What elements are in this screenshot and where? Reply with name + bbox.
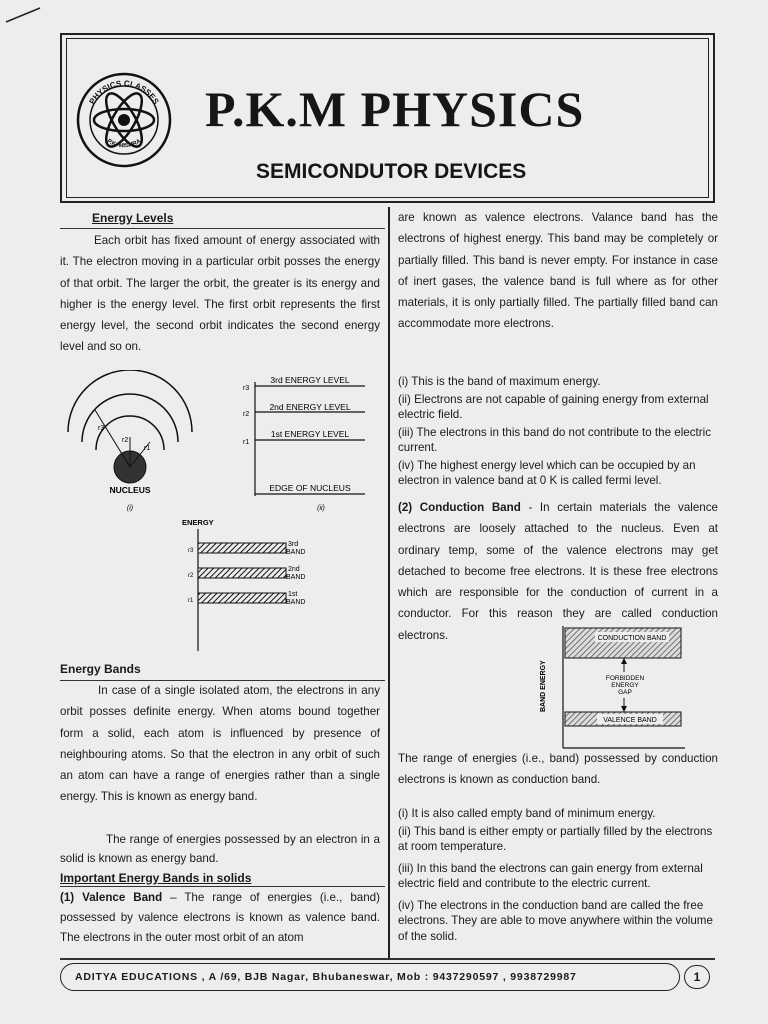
svg-text:r2: r2	[243, 411, 250, 418]
r2-label: r2	[122, 437, 129, 444]
level1-label: 1st ENERGY LEVEL	[270, 429, 350, 439]
level2-label: 2nd ENERGY LEVEL	[269, 402, 351, 412]
valence-points-list	[398, 374, 718, 491]
conduction-band-label: (2) Conduction Band	[398, 501, 521, 514]
list-item: (iii) In this band the electrons can gain energy from external electric field and contribute to the electric current.	[398, 861, 703, 890]
band2-line1: 2nd	[288, 566, 300, 573]
svg-text:r1: r1	[243, 439, 250, 446]
r1-label: r1	[144, 445, 151, 452]
footer-address: ADITYA EDUCATIONS , A /69, BJB Nagar, Bhubaneswar, Mob : 9437290597 , 9938729987	[60, 963, 680, 991]
list-item: (iv) The electrons in the conduction band are called the free electrons. They are able to move anywhere within the volume of the solid.	[398, 898, 713, 943]
gap-line1: FORBIDDEN	[605, 675, 645, 682]
gap-line3: GAP	[618, 689, 632, 696]
list-item: (i) This is the band of maximum energy.	[398, 375, 601, 388]
page-subtitle: SEMICONDUTOR DEVICES	[256, 160, 527, 183]
caption-ii: (ii)	[317, 505, 325, 512]
caption-i: (i)	[126, 505, 134, 512]
gap-line2: ENERGY	[611, 682, 639, 689]
heading-rule	[60, 886, 385, 887]
valence-band-label: (1) Valence Band	[60, 891, 163, 904]
valence-band-paragraph	[60, 888, 380, 948]
svg-text:r3: r3	[188, 548, 194, 554]
energy-bands-figure	[170, 515, 330, 655]
energy-axis-label: ENERGY	[182, 518, 214, 527]
conduction-band-text: - In certain materials the valence electrons are loosely attached to the nucleus. Even at ordinary temp, some of the valence electrons may get detached to become free electrons. It is these free electrons which are responsible for the conduction of current in a conductor. For this reason they are called conduction electrons.	[398, 501, 719, 642]
corner-mark	[0, 0, 50, 30]
list-item: (iii) The electrons in this band do not contribute to the electric current.	[398, 425, 711, 454]
brand-title: P.K.M PHYSICS	[205, 81, 585, 137]
conduction-points-list	[398, 806, 718, 946]
band2-line2: BAND	[286, 574, 306, 581]
band-energy-axis: BAND ENERGY	[540, 660, 547, 712]
svg-text:P.K. MISHRA: P.K. MISHRA	[105, 138, 143, 150]
page-number: 1	[684, 965, 710, 989]
energy-bands-paragraph: In case of a single isolated atom, the electrons in any orbit posses definite energy. When atoms bound together form a solid, each atom is influenced by presence of neighbouring atoms. So that the electron in any orbit of such an atom can have a range of energies rather than a single energy. This is known as energy band.	[60, 684, 380, 804]
heading-rule	[60, 228, 385, 229]
list-item: (i) It is also called empty band of minimum energy.	[398, 807, 656, 820]
conduction-band-box-label: CONDUCTION BAND	[597, 635, 667, 642]
energy-bands-heading: Energy Bands	[60, 662, 141, 676]
svg-text:r1: r1	[188, 598, 194, 604]
svg-text:PHYSICS CLASSES: PHYSICS CLASSES	[87, 78, 161, 106]
footer-rule	[60, 958, 715, 960]
energy-levels-heading: Energy Levels	[92, 211, 174, 225]
important-bands-heading: Important Energy Bands in solids	[60, 871, 252, 885]
band3-line1: 3rd	[288, 541, 299, 548]
svg-text:r2: r2	[188, 573, 194, 579]
list-item: (ii) This band is either empty or partially filled by the electrons at room temperature.	[398, 824, 713, 853]
r3-label: r3	[98, 425, 105, 432]
valence-band-text: – The range of energies (i.e., band) possessed by valence electrons is known as valence band. The electrons in the outer most orbit of an atom	[60, 891, 380, 944]
conduction-band-definition: The range of energies (i.e., band) possessed by conduction electrons is known as conduction band.	[398, 752, 718, 787]
energy-levels-figure	[60, 370, 380, 515]
nucleus-label: NUCLEUS	[109, 485, 151, 495]
svg-text:r3: r3	[243, 385, 250, 392]
level3-label: 3rd ENERGY LEVEL	[270, 375, 350, 385]
list-item: (iv) The highest energy level which can be occupied by an electron in valence band at 0 K is called fermi level.	[398, 458, 696, 487]
list-item: (ii) Electrons are not capable of gaining energy from external electric field.	[398, 392, 709, 421]
valence-band-box-label: VALENCE BAND	[603, 717, 657, 724]
band1-line2: BAND	[286, 599, 306, 606]
column-divider	[388, 207, 390, 959]
band3-line2: BAND	[286, 549, 306, 556]
band1-line1: 1st	[288, 591, 298, 598]
edge-nucleus-label: EDGE OF NUCLEUS	[269, 483, 351, 493]
energy-levels-paragraph: Each orbit has fixed amount of energy associated with it. The electron moving in a particular orbit posses the energy of that orbit. The larger the orbit, the greater is its energy and higher is the energy level. The first orbit represents the first energy level, the second orbit indicates the second energy level and so on.	[60, 234, 380, 354]
band-energy-figure	[535, 622, 695, 750]
pkm-logo	[76, 72, 172, 168]
valence-continued-paragraph: are known as valence electrons. Valance band has the electrons of highest energy. This band may be completely or partially filled. This band is never empty. For instance in case of inert gases, the valence band is full where as for other materials, it is only partially filled. The partially filled band can accommodate more electrons.	[398, 211, 718, 331]
energy-band-definition: The range of energies possessed by an electron in a solid is known as energy band.	[60, 833, 380, 865]
